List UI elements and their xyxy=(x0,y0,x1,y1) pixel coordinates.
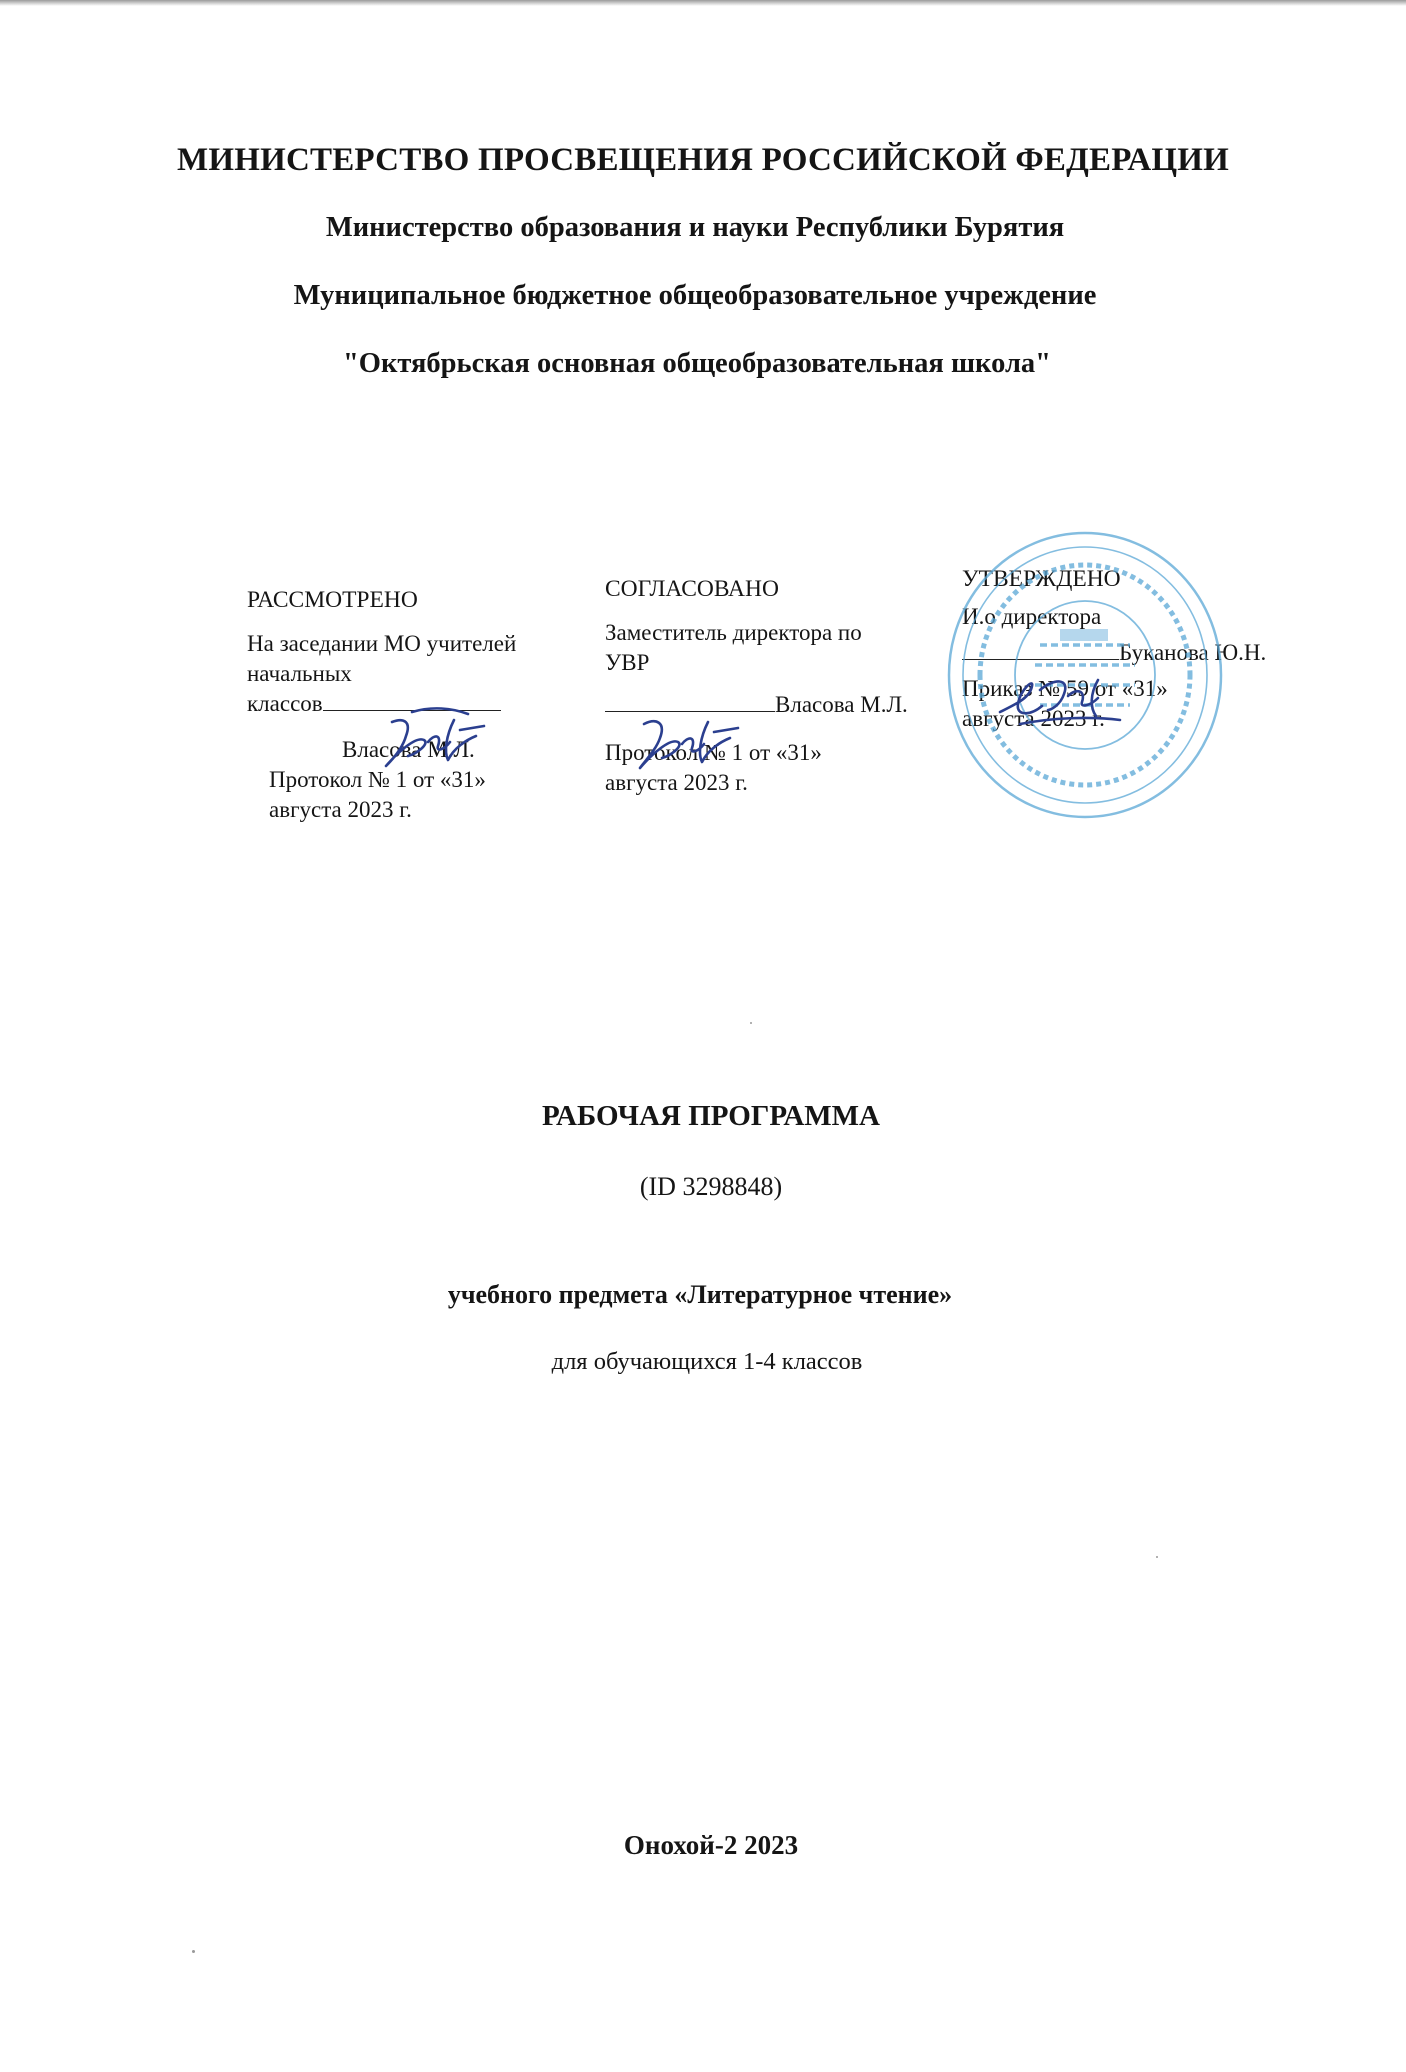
agreed-body-line1: Заместитель директора по xyxy=(605,620,862,645)
agreed-signer: Власова М.Л. xyxy=(775,692,908,717)
reviewed-body-line2: начальных xyxy=(247,661,352,686)
place-and-year: Онохой-2 2023 xyxy=(623,1830,799,1860)
institution-type-line: Муниципальное бюджетное общеобразовательное учреждение xyxy=(293,280,1097,311)
reviewed-body-line1: На заседании МО учителей xyxy=(247,631,517,656)
school-name-line: "Октябрьская основная общеобразовательная школа" xyxy=(342,348,1052,379)
scan-speck xyxy=(750,1022,752,1024)
program-id: (ID 3298848) xyxy=(639,1172,783,1201)
reviewed-date: августа 2023 г. xyxy=(269,797,412,822)
program-audience: для обучающихся 1-4 классов xyxy=(551,1348,863,1375)
approved-heading: УТВЕРЖДЕНО xyxy=(962,566,1121,592)
approved-signer: Буканова Ю.Н. xyxy=(1119,640,1267,665)
program-subject: учебного предмета «Литературное чтение» xyxy=(447,1280,953,1309)
agreed-body-line2: УВР xyxy=(605,650,650,675)
agreed-heading: СОГЛАСОВАНО xyxy=(605,576,779,602)
signature-agreed-image xyxy=(622,700,752,780)
approved-order: Приказ № 59 от «31» xyxy=(962,676,1168,701)
reviewed-heading: РАССМОТРЕНО xyxy=(247,587,418,613)
agreed-protocol: Протокол № 1 от «31» xyxy=(605,740,822,765)
reviewed-protocol: Протокол № 1 от «31» xyxy=(269,767,486,792)
ministry-heading: МИНИСТЕРСТВО ПРОСВЕЩЕНИЯ РОССИЙСКОЙ ФЕДЕРАЦИИ xyxy=(177,142,1229,178)
signature-reviewed-image xyxy=(372,700,502,780)
scan-speck xyxy=(1156,1556,1158,1558)
reviewed-signer: Власова М.Л. xyxy=(342,737,475,762)
program-title: РАБОЧАЯ ПРОГРАММА xyxy=(542,1100,880,1132)
scan-top-edge xyxy=(0,0,1406,6)
approved-body-line1: И.о директора xyxy=(962,604,1102,629)
scan-speck xyxy=(192,1950,195,1953)
reviewed-body-line3-text: классов xyxy=(247,691,323,716)
agreed-date: августа 2023 г. xyxy=(605,770,748,795)
signature-approved-image xyxy=(990,660,1130,740)
approved-date: августа 2023 г. xyxy=(962,706,1105,731)
regional-ministry-line: Министерство образования и науки Республики Бурятия xyxy=(325,212,1065,243)
